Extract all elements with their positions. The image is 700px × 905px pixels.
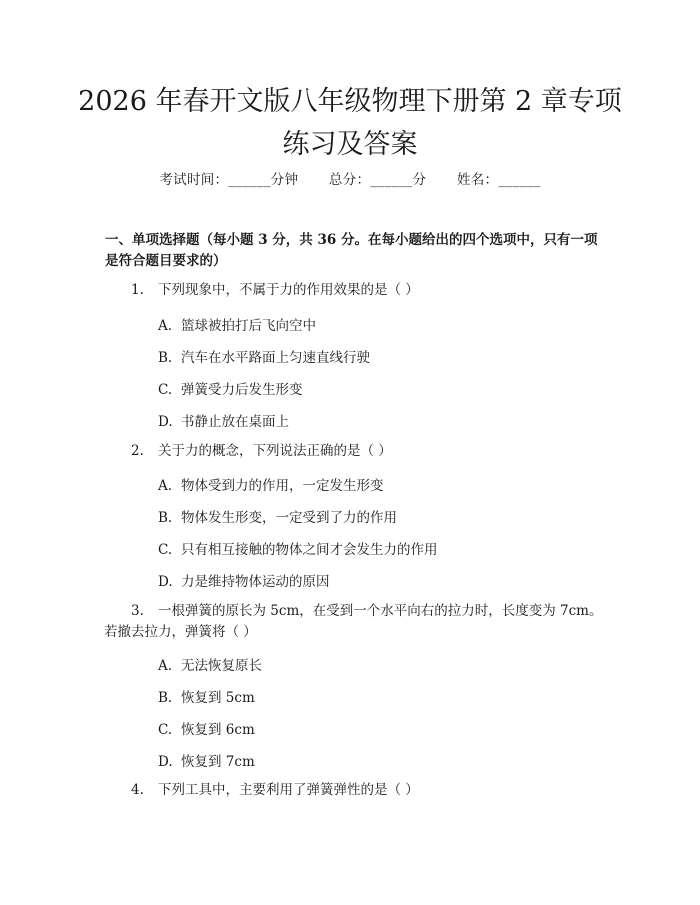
q3-option-b (158, 686, 255, 706)
question-number: 1. (131, 282, 144, 298)
question-text-line-1: 一根弹簧的原长为 5cm，在受到一个水平向右的拉力时，长度变为 7cm。 (158, 603, 603, 619)
option-letter: D. (158, 414, 173, 430)
q3-option-d (158, 750, 255, 770)
question-number: 3. (131, 603, 144, 619)
option-text: 书静止放在桌面上 (181, 414, 289, 430)
question-1 (131, 280, 419, 301)
q1-option-c (158, 378, 303, 398)
total-score: 总分：______分 (328, 172, 427, 188)
option-text: 弹簧受力后发生形变 (181, 382, 303, 398)
question-2 (131, 441, 392, 462)
option-text: 无法恢复原长 (181, 658, 262, 674)
option-text: 篮球被拍打后飞向空中 (181, 318, 316, 334)
option-letter: B. (158, 350, 173, 366)
student-name: 姓名：______ (456, 172, 541, 188)
document-title (60, 80, 640, 166)
q2-option-a (158, 474, 384, 494)
title-line-2: 练习及答案 (282, 129, 418, 160)
question-4 (131, 780, 419, 801)
q1-option-d (158, 410, 289, 430)
option-letter: B. (158, 690, 173, 706)
option-text: 物体发生形变，一定受到了力的作用 (181, 510, 397, 526)
q3-option-c (158, 718, 255, 738)
option-text: 恢复到 7cm (181, 754, 255, 770)
option-letter: A. (158, 318, 173, 334)
option-text: 只有相互接触的物体之间才会发生力的作用 (181, 542, 438, 558)
option-letter: D. (158, 754, 173, 770)
option-letter: B. (158, 510, 173, 526)
option-text: 汽车在水平路面上匀速直线行驶 (181, 350, 370, 366)
option-letter: C. (158, 542, 173, 558)
q1-option-a (158, 314, 316, 334)
question-text: 下列现象中，不属于力的作用效果的是（ ） (158, 282, 419, 298)
option-letter: C. (158, 722, 173, 738)
option-letter: A. (158, 478, 173, 494)
q1-option-b (158, 346, 370, 366)
question-text: 下列工具中，主要利用了弹簧弹性的是（ ） (158, 782, 419, 798)
option-text: 力是维持物体运动的原因 (181, 574, 330, 590)
question-number: 4. (131, 782, 144, 798)
question-3-continuation: 若撤去拉力，弹簧将（ ） (104, 624, 257, 640)
exam-meta (0, 168, 700, 188)
q2-option-d (158, 570, 330, 590)
q2-option-c (158, 538, 438, 558)
question-number: 2. (131, 443, 144, 459)
exam-time: 考试时间：______分钟 (159, 172, 299, 188)
title-line-1: 2026 年春开文版八年级物理下册第 2 章专项 (78, 86, 622, 117)
option-letter: A. (158, 658, 173, 674)
option-letter: D. (158, 574, 173, 590)
q2-option-b (158, 506, 397, 526)
question-text: 关于力的概念，下列说法正确的是（ ） (158, 443, 392, 459)
option-text: 恢复到 6cm (181, 722, 255, 738)
section-heading: 一、单项选择题（每小题 3 分，共 36 分。在每小题给出的四个选项中，只有一项是符合题目要求的） (105, 232, 598, 269)
q3-option-a (158, 654, 262, 674)
question-3 (131, 601, 602, 622)
option-letter: C. (158, 382, 173, 398)
option-text: 物体受到力的作用，一定发生形变 (181, 478, 384, 494)
option-text: 恢复到 5cm (181, 690, 255, 706)
